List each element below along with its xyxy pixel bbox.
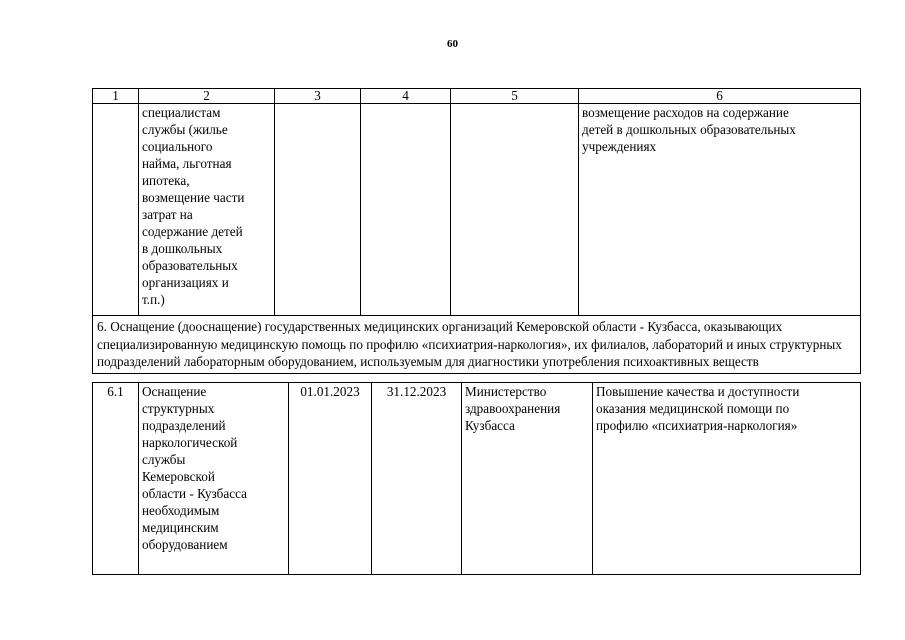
page-number: 60 xyxy=(447,38,458,50)
section-6-heading: 6. Оснащение (дооснащение) государственных медицинских организаций Кемеровской области - Кузбасса, оказывающих специализированную медицинскую помощь по профилю «психиатрия-наркология», их филиалов, лабораторий и иных структурных подразделений лабораторным оборудованием, используемым для диагностики употребления психоактивных веществ xyxy=(93,316,861,374)
table-lower xyxy=(92,382,861,575)
column-header-row xyxy=(93,89,861,104)
column-header-2: 2 xyxy=(139,89,275,104)
row-6-1-end-date: 31.12.2023 xyxy=(372,383,462,575)
continued-cell-4 xyxy=(361,104,451,316)
column-header-4: 4 xyxy=(361,89,451,104)
column-header-1: 1 xyxy=(93,89,139,104)
column-header-6: 6 xyxy=(579,89,861,104)
continued-cell-1 xyxy=(93,104,139,316)
row-6-1-name: Оснащение структурных подразделений наркологической службы Кемеровской области - Кузбасса необходимым медицинским оборудованием xyxy=(139,383,289,575)
row-6-1-number: 6.1 xyxy=(93,383,139,575)
row-6-1 xyxy=(93,383,861,575)
row-6-1-start-date: 01.01.2023 xyxy=(289,383,372,575)
continued-cell-5 xyxy=(451,104,579,316)
row-6-1-executor: Министерство здравоохранения Кузбасса xyxy=(462,383,593,575)
section-6-row xyxy=(93,316,861,374)
continued-row xyxy=(93,104,861,316)
column-header-5: 5 xyxy=(451,89,579,104)
continued-cell-3 xyxy=(275,104,361,316)
table-upper xyxy=(92,88,861,374)
continued-cell-6: возмещение расходов на содержание детей в дошкольных образовательных учреждениях xyxy=(579,104,861,316)
continued-cell-2: специалистам службы (жилье социального найма, льготная ипотека, возмещение части затрат на содержание детей в дошкольных образовательных организациях и т.п.) xyxy=(139,104,275,316)
column-header-3: 3 xyxy=(275,89,361,104)
row-6-1-result: Повышение качества и доступности оказания медицинской помощи по профилю «психиатрия-наркология» xyxy=(593,383,861,575)
